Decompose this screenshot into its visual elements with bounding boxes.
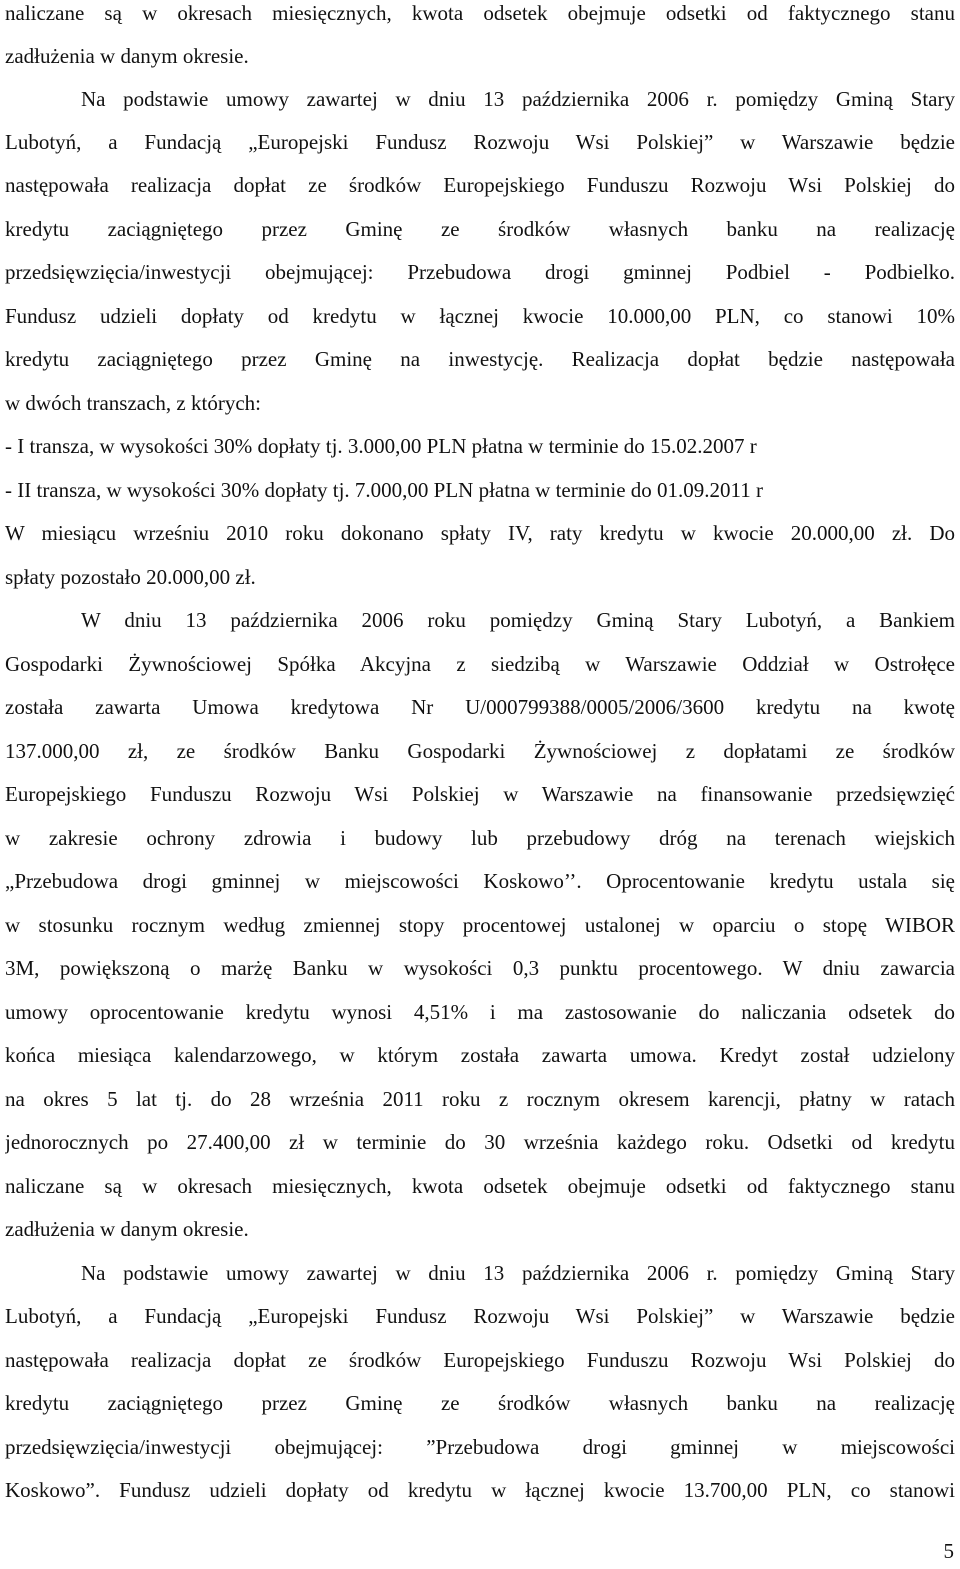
text-line: przedsięwzięcia/inwestycji obejmującej: ”Przebudowa drogi gminnej w miejscowości [5, 1435, 955, 1459]
text-line: w zakresie ochrony zdrowia i budowy lub przebudowy dróg na terenach wiejskich [5, 826, 955, 850]
text-line: Fundusz udzieli dopłaty od kredytu w łącznej kwocie 10.000,00 PLN, co stanowi 10% [5, 304, 955, 328]
text-line: - II transza, w wysokości 30% dopłaty tj. 7.000,00 PLN płatna w terminie do 01.09.2011 r [5, 478, 764, 502]
text-line: Na podstawie umowy zawartej w dniu 13 października 2006 r. pomiędzy Gminą Stary [81, 1261, 955, 1285]
text-line: zadłużenia w danym okresie. [5, 1217, 249, 1241]
page-number: 5 [943, 1539, 954, 1563]
text-line: spłaty pozostało 20.000,00 zł. [5, 565, 256, 589]
text-line: „Przebudowa drogi gminnej w miejscowości Koskowo’’. Oprocentowanie kredytu ustala się [5, 869, 955, 893]
text-line: przedsięwzięcia/inwestycji obejmującej: Przebudowa drogi gminnej Podbiel - Podbielko. [5, 260, 955, 284]
text-line: na okres 5 lat tj. do 28 września 2011 roku z rocznym okresem karencji, płatny w ratach [5, 1087, 955, 1111]
text-line: - I transza, w wysokości 30% dopłaty tj. 3.000,00 PLN płatna w terminie do 15.02.2007 r [5, 434, 757, 458]
text-line: kredytu zaciągniętego przez Gminę ze środków własnych banku na realizację [5, 1391, 955, 1415]
text-line: w stosunku rocznym według zmiennej stopy procentowej ustalonej w oparciu o stopę WIBOR [5, 913, 955, 937]
text-line: 3M, powiększoną o marżę Banku w wysokości 0,3 punktu procentowego. W dniu zawarcia [5, 956, 955, 980]
text-line: w dwóch transzach, z których: [5, 391, 261, 415]
text-line: kredytu zaciągniętego przez Gminę na inwestycję. Realizacja dopłat będzie następowała [5, 347, 955, 371]
text-line: naliczane są w okresach miesięcznych, kwota odsetek obejmuje odsetki od faktycznego stanu [5, 1, 955, 25]
text-line: 137.000,00 zł, ze środków Banku Gospodarki Żywnościowej z dopłatami ze środków [5, 739, 955, 763]
text-line: Koskowo”. Fundusz udzieli dopłaty od kredytu w łącznej kwocie 13.700,00 PLN, co stanowi [5, 1478, 955, 1502]
text-line: została zawarta Umowa kredytowa Nr U/000799388/0005/2006/3600 kredytu na kwotę [5, 695, 955, 719]
text-line: kredytu zaciągniętego przez Gminę ze środków własnych banku na realizację [5, 217, 955, 241]
text-line: Europejskiego Funduszu Rozwoju Wsi Polskiej w Warszawie na finansowanie przedsięwzięć [5, 782, 955, 806]
text-line: Lubotyń, a Fundacją „Europejski Fundusz Rozwoju Wsi Polskiej” w Warszawie będzie [5, 1304, 955, 1328]
text-line: Lubotyń, a Fundacją „Europejski Fundusz Rozwoju Wsi Polskiej” w Warszawie będzie [5, 130, 955, 154]
text-line: zadłużenia w danym okresie. [5, 44, 249, 68]
text-line: jednorocznych po 27.400,00 zł w terminie do 30 września każdego roku. Odsetki od kredytu [5, 1130, 955, 1154]
text-line: końca miesiąca kalendarzowego, w którym została zawarta umowa. Kredyt został udzielony [5, 1043, 955, 1067]
text-line: Gospodarki Żywnościowej Spółka Akcyjna z siedzibą w Warszawie Oddział w Ostrołęce [5, 652, 955, 676]
text-line: naliczane są w okresach miesięcznych, kwota odsetek obejmuje odsetki od faktycznego stanu [5, 1174, 955, 1198]
text-line: Na podstawie umowy zawartej w dniu 13 października 2006 r. pomiędzy Gminą Stary [81, 87, 955, 111]
text-line: następowała realizacja dopłat ze środków Europejskiego Funduszu Rozwoju Wsi Polskiej do [5, 173, 955, 197]
text-line: W miesiącu wrześniu 2010 roku dokonano spłaty IV, raty kredytu w kwocie 20.000,00 zł. Do [5, 521, 955, 545]
text-line: W dniu 13 października 2006 roku pomiędzy Gminą Stary Lubotyń, a Bankiem [81, 608, 955, 632]
text-line: następowała realizacja dopłat ze środków Europejskiego Funduszu Rozwoju Wsi Polskiej do [5, 1348, 955, 1372]
text-line: umowy oprocentowanie kredytu wynosi 4,51% i ma zastosowanie do naliczania odsetek do [5, 1000, 955, 1024]
